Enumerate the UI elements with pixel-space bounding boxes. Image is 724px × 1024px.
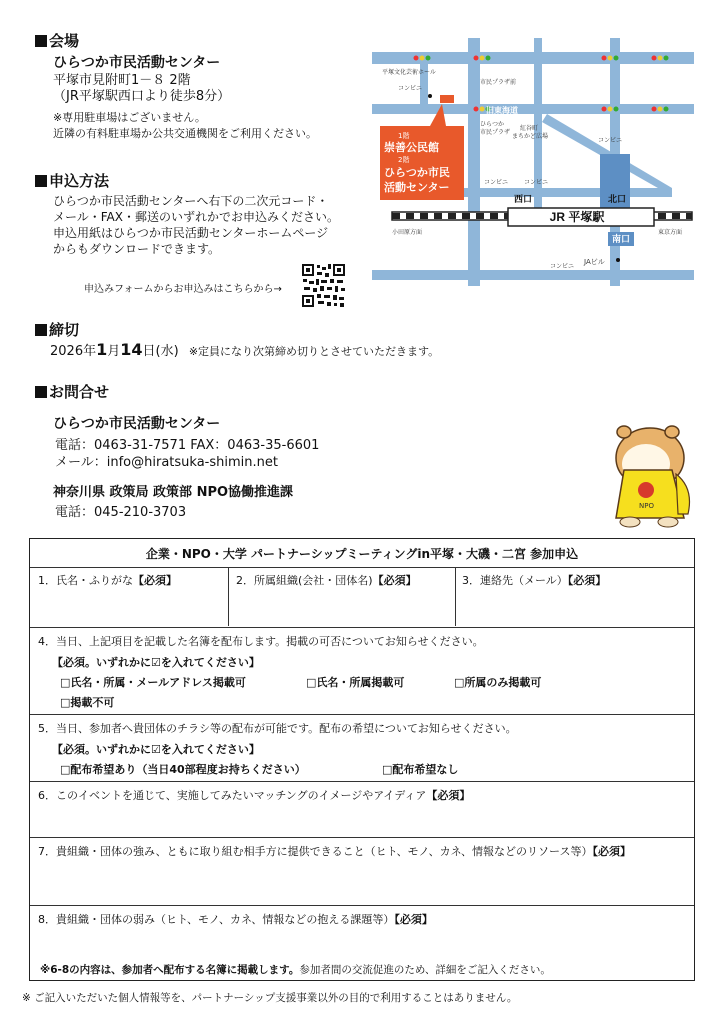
q4-option-none[interactable]: □掲載不可 bbox=[60, 696, 115, 709]
floor2-label: 2階 bbox=[398, 156, 410, 164]
conv4-label: コンビニ bbox=[524, 179, 549, 186]
venue-note2: 近隣の有料駐車場か公共交通機関をご利用ください。 bbox=[53, 127, 317, 140]
contact-mail[interactable]: メール：info@hiratsuka-shimin.net bbox=[55, 455, 278, 470]
q4-required: 【必須。いずれかに☑を入れてください】 bbox=[52, 656, 260, 669]
form-row-q7 bbox=[30, 837, 694, 905]
apply-line-3: 申込用紙はひらつか市民活動センターホームページ bbox=[53, 226, 329, 240]
west-exit-label: 西口 bbox=[514, 195, 533, 205]
organization-input[interactable] bbox=[236, 590, 450, 622]
center-location-marker bbox=[440, 95, 454, 103]
map-road bbox=[442, 188, 672, 197]
conv1-label: コンビニ bbox=[398, 85, 423, 92]
q4-label: 4．当日、上記項目を記載した名簿を配布します。掲載の可否についてお知らせください。 bbox=[38, 635, 484, 648]
building1-label: 崇善公民館 bbox=[384, 141, 439, 154]
building2b-label: 活動センター bbox=[384, 181, 450, 194]
north-exit-label: 北口 bbox=[608, 195, 627, 205]
q8-label: 8．貴組織・団体の弱み（ヒト、モノ、カネ、情報などの抱える課題等）【必須】 bbox=[38, 913, 433, 926]
deadline-date: 2026年1月14日(水) ※定員になり次第締め切りとさせていただきます。 bbox=[50, 340, 440, 359]
to-odawara-label: 小田原方面 bbox=[392, 229, 423, 236]
name-input[interactable] bbox=[38, 590, 224, 622]
station-label: JR 平塚駅 bbox=[549, 210, 605, 224]
q5-required: 【必須。いずれかに☑を入れてください】 bbox=[52, 743, 260, 756]
qr-label: 申込みフォームからお申込みはこちらから→ bbox=[84, 284, 282, 295]
q5-label: 5．当日、参加者へ貴団体のチラシ等の配布が可能です。配布の希望についてお知らせください。 bbox=[38, 722, 517, 735]
q6-input[interactable] bbox=[38, 804, 686, 834]
privacy-note: ※ ご記入いただいた個人情報等を、パートナーシップ支援事業以外の目的で利用することはありません。 bbox=[22, 992, 518, 1004]
venue-heading: 会場 bbox=[35, 30, 79, 51]
apply-line-2: メール・FAX・郵送のいずれかでお申込みください。 bbox=[53, 210, 339, 224]
contact-org2: 神奈川県 政策局 政策部 NPO協働推進課 bbox=[53, 485, 294, 500]
q6-label: 6．このイベントを通じて、実施してみたいマッチングのイメージやアイディア【必須】 bbox=[38, 789, 471, 802]
venue-access: （JR平塚駅西口より徒歩8分） bbox=[53, 89, 231, 104]
old-road-label: 旧東海道 bbox=[486, 106, 518, 115]
to-tokyo-label: 東京方面 bbox=[658, 229, 683, 236]
q4-option-org-only[interactable]: □所属のみ掲載可 bbox=[454, 676, 542, 689]
venue-note1: ※専用駐車場はございません。 bbox=[53, 111, 206, 124]
venue-name: ひらつか市民活動センター bbox=[53, 55, 221, 71]
q7-input[interactable] bbox=[38, 860, 686, 902]
form-row-basic bbox=[30, 567, 694, 627]
access-map bbox=[372, 38, 694, 286]
form-row-q4 bbox=[30, 627, 694, 714]
mascot-hamster-illustration bbox=[602, 418, 700, 530]
koban-a-label: 紅谷町 bbox=[520, 125, 539, 132]
conv3-label: コンビニ bbox=[484, 179, 509, 186]
q7-label: 7．貴組織・団体の強み、ともに取り組む相手方に提供できること（ヒト、モノ、カネ、情報などのリソース等）【必須】 bbox=[38, 845, 631, 858]
plaza-label: 市民プラザ前 bbox=[480, 79, 517, 86]
contact-heading: お問合せ bbox=[35, 381, 109, 402]
map-road bbox=[372, 270, 694, 280]
q3-label: 3．連絡先（メール）【必須】 bbox=[462, 574, 607, 587]
contact-tel-fax: 電話：0463-31-7571 FAX：0463-35-6601 bbox=[55, 438, 320, 453]
building2a-label: ひらつか市民 bbox=[384, 166, 450, 179]
deadline-note: ※定員になり次第締め切りとさせていただきます。 bbox=[188, 345, 440, 358]
map-road bbox=[468, 38, 480, 286]
plaza2a-label: ひらつか bbox=[480, 121, 504, 128]
qr-code-icon[interactable] bbox=[301, 263, 346, 308]
email-input[interactable] bbox=[462, 590, 688, 622]
divider bbox=[228, 568, 229, 626]
plaza2b-label: 市民プラザ bbox=[480, 129, 511, 136]
apply-line-1: ひらつか市民活動センターへ右下の二次元コード・ bbox=[53, 194, 329, 208]
q2-label: 2．所属組織(会社・団体名)【必須】 bbox=[236, 574, 417, 587]
apply-line-4: からもダウンロードできます。 bbox=[53, 242, 221, 256]
divider bbox=[455, 568, 456, 626]
application-form bbox=[29, 538, 695, 981]
contact-tel2: 電話：045-210-3703 bbox=[55, 505, 187, 520]
venue-address: 平塚市見附町1－８ 2階 bbox=[53, 73, 191, 88]
mascot-badge: NPO bbox=[639, 502, 654, 510]
koban-b-label: まちかど広場 bbox=[512, 133, 549, 140]
deadline-heading: 締切 bbox=[35, 319, 79, 340]
q4-option-full[interactable]: □氏名・所属・メールアドレス掲載可 bbox=[60, 676, 246, 689]
south-exit-label: 南口 bbox=[612, 235, 631, 245]
conv2-label: コンビニ bbox=[598, 137, 623, 144]
form-footer-note: ※6-8の内容は、参加者へ配布する名簿に掲載します。参加者間の交流促進のため、詳細をご記入ください。 bbox=[40, 964, 551, 976]
floor1-label: 1階 bbox=[398, 132, 410, 140]
form-row-q5 bbox=[30, 714, 694, 781]
form-row-q8 bbox=[30, 905, 694, 980]
q1-label: 1．氏名・ふりがな【必須】 bbox=[38, 574, 177, 587]
apply-heading: 申込方法 bbox=[35, 170, 109, 191]
ja-label: JAビル bbox=[584, 258, 605, 266]
q5-option-yes[interactable]: □配布希望あり（当日40部程度お持ちください） bbox=[60, 763, 306, 776]
conv5-label: コンビニ bbox=[550, 263, 575, 270]
hall-label: 平塚文化芸術ホール bbox=[382, 69, 436, 76]
q5-option-no[interactable]: □配布希望なし bbox=[382, 763, 459, 776]
q8-input[interactable] bbox=[38, 928, 686, 956]
contact-org1: ひらつか市民活動センター bbox=[53, 416, 221, 432]
q4-option-name-org[interactable]: □氏名・所属掲載可 bbox=[306, 676, 405, 689]
form-row-q6 bbox=[30, 781, 694, 837]
form-title: 企業・NPO・大学 パートナーシップミーティングin平塚・大磯・二宮 参加申込 bbox=[145, 547, 579, 561]
